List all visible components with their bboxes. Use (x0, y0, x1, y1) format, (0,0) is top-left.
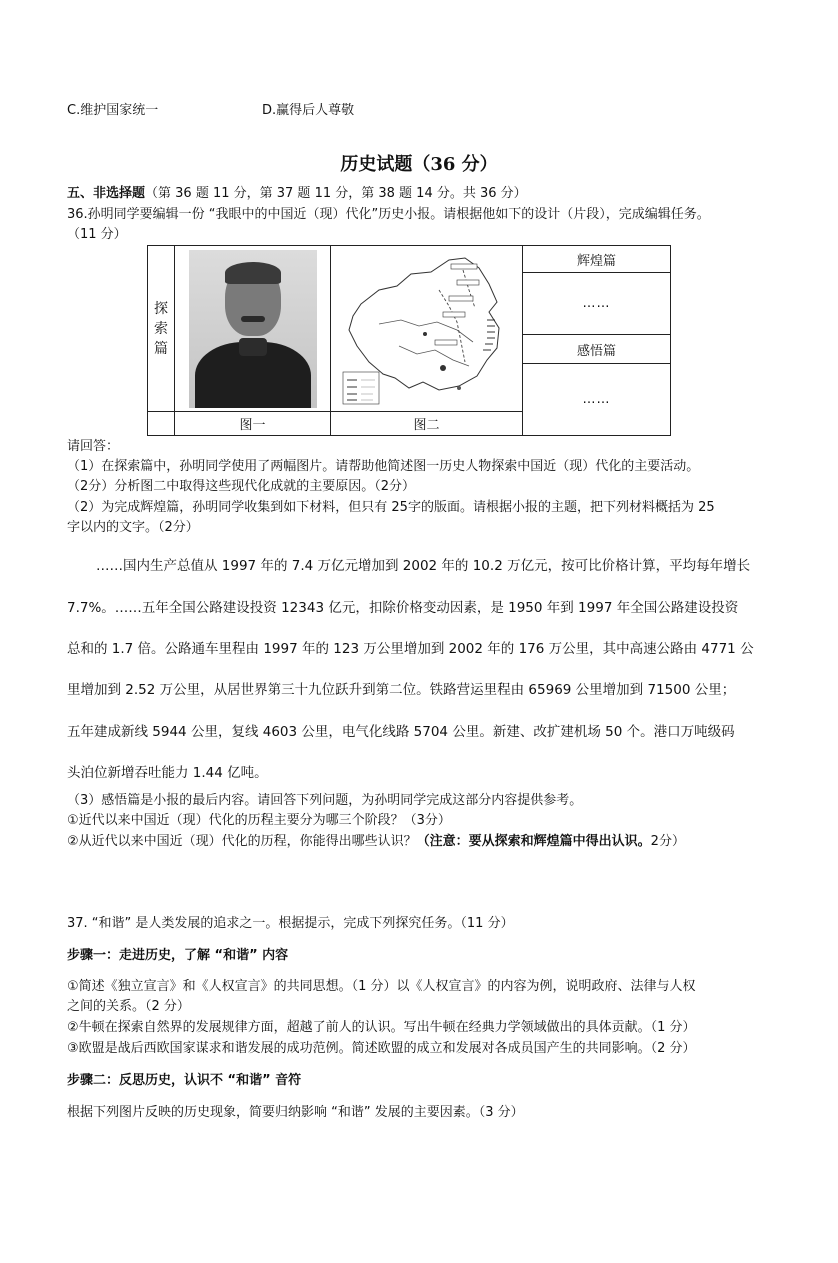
material-line-2: 7.7%。……五年全国公路建设投资 12343 亿元，扣除价格变动因素，是 1950 年到 1997 年全国公路建设投资 (67, 600, 739, 616)
china-map-svg (339, 250, 515, 408)
exploration-caption-spacer (148, 412, 175, 436)
material-line-6: 头泊位新增吞吐能力 1.44 亿吨。 (67, 765, 268, 781)
insight-content-cell (523, 364, 671, 436)
part-five-label: 五、非选择题 (67, 186, 146, 201)
part-five-heading (67, 185, 527, 203)
exploration-label: 探索篇 (154, 300, 168, 357)
q37-step1: 步骤一：走进历史，了解 “和谐” 内容 (67, 948, 289, 963)
portrait-hair (225, 262, 281, 284)
figure1-cell (175, 246, 331, 412)
portrait-photo (189, 250, 317, 408)
section-title: 历史试题（36 分） (340, 154, 498, 175)
q36-intro-line1: 36.孙明同学要编辑一份 “我眼中的中国近（现）代化”历史小报。请根据他如下的设计（片段），完成编辑任务。 (67, 207, 710, 222)
q37-item3: ③欧盟是战后西欧国家谋求和谐发展的成功范例。简述欧盟的成立和发展对各成员国产生的共同影响。（2 分） (67, 1041, 696, 1056)
material-line-4: 里增加到 2.52 万公里，从居世界第三十九位跃升到第二位。铁路营运里程由 65969 公里增加到 71500 公里； (67, 682, 736, 698)
material-line-1: ……国内生产总值从 1997 年的 7.4 万亿元增加到 2002 年的 10.2 万亿元，按可比价格计算，平均每年增长 (96, 558, 751, 574)
material-line-5: 五年建成新线 5944 公里，复线 4603 公里，电气化线路 5704 公里。新建、改扩建机场 50 个。港口万吨级码 (67, 724, 735, 740)
q37-last: 根据下列图片反映的历史现象，简要归纳影响 “和谐” 发展的主要因素。（3 分） (67, 1105, 524, 1120)
please-answer: 请回答： (67, 439, 120, 454)
q36-q1-line2: （2分）分析图二中取得这些现代化成就的主要原因。（2分） (67, 479, 416, 494)
q36-intro-line2: （11 分） (67, 227, 127, 242)
q36-q2-line1: （2）为完成辉煌篇，孙明同学收集到如下材料，但只有 25字的版面。请根据小报的主题，把下列材料概括为 25 (67, 500, 715, 515)
option-d: D.赢得后人尊敬 (262, 103, 355, 118)
q37-item1-line2: 之间的关系。（2 分） (67, 999, 190, 1014)
insight-label: 感悟篇 (576, 343, 616, 359)
part-five-rest: （第 36 题 11 分，第 37 题 11 分，第 38 题 14 分。共 36 分） (145, 186, 527, 201)
portrait-mustache (241, 316, 265, 322)
brilliant-label: 辉煌篇 (576, 253, 616, 269)
q36-q3-b-note: （注意：要从探索和辉煌篇中得出认识。 (416, 834, 651, 849)
q37-step2: 步骤二：反思历史，认识不 “和谐” 音符 (67, 1073, 302, 1088)
insight-ellipsis: …… (582, 392, 611, 407)
figure1-caption-cell (175, 412, 331, 436)
material-line-3: 总和的 1.7 倍。公路通车里程由 1997 年的 123 万公里增加到 2002 年的 176 万公里，其中高速公路由 4771 公 (67, 641, 754, 657)
q36-q1-line1: （1）在探索篇中，孙明同学使用了两幅图片。请帮助他简述图一历史人物探索中国近（现）代化的主要活动。 (67, 459, 700, 474)
portrait-collar (239, 338, 267, 356)
q36-q3-line1: （3）感悟篇是小报的最后内容。请回答下列问题，为孙明同学完成这部分内容提供参考。 (67, 793, 583, 808)
q37-intro: 37. “和谐” 是人类发展的追求之一。根据提示，完成下列探究任务。（11 分） (67, 916, 514, 931)
figure2-caption-cell (331, 412, 523, 436)
figure2-caption: 图二 (413, 418, 440, 433)
q36-q3-b-pre: ②从近代以来中国近（现）代化的历程，你能得出哪些认识？ (67, 834, 417, 849)
figure2-cell (331, 246, 523, 412)
brilliant-content-cell (523, 273, 671, 335)
exploration-label-cell (148, 246, 175, 412)
insight-label-cell (523, 335, 671, 364)
q36-design-table (147, 245, 671, 436)
q37-item2: ②牛顿在探索自然界的发展规律方面，超越了前人的认识。写出牛顿在经典力学领域做出的具体贡献。（1 分） (67, 1020, 696, 1035)
option-c: C.维护国家统一 (67, 103, 159, 118)
q37-item1-line1: ①简述《独立宣言》和《人权宣言》的共同思想。（1 分）以《人权宣言》的内容为例，说明政府、法律与人权 (67, 979, 696, 994)
q36-q3-a: ①近代以来中国近（现）代化的历程主要分为哪三个阶段？（3分） (67, 813, 451, 828)
brilliant-ellipsis: …… (582, 296, 611, 311)
brilliant-label-cell (523, 246, 671, 273)
figure1-caption: 图一 (239, 418, 266, 433)
q36-q3-b (67, 833, 685, 851)
china-map-image (339, 250, 515, 408)
q36-q3-b-post: 2分） (650, 834, 685, 849)
q36-q2-line2: 字以内的文字。（2分） (67, 520, 199, 535)
